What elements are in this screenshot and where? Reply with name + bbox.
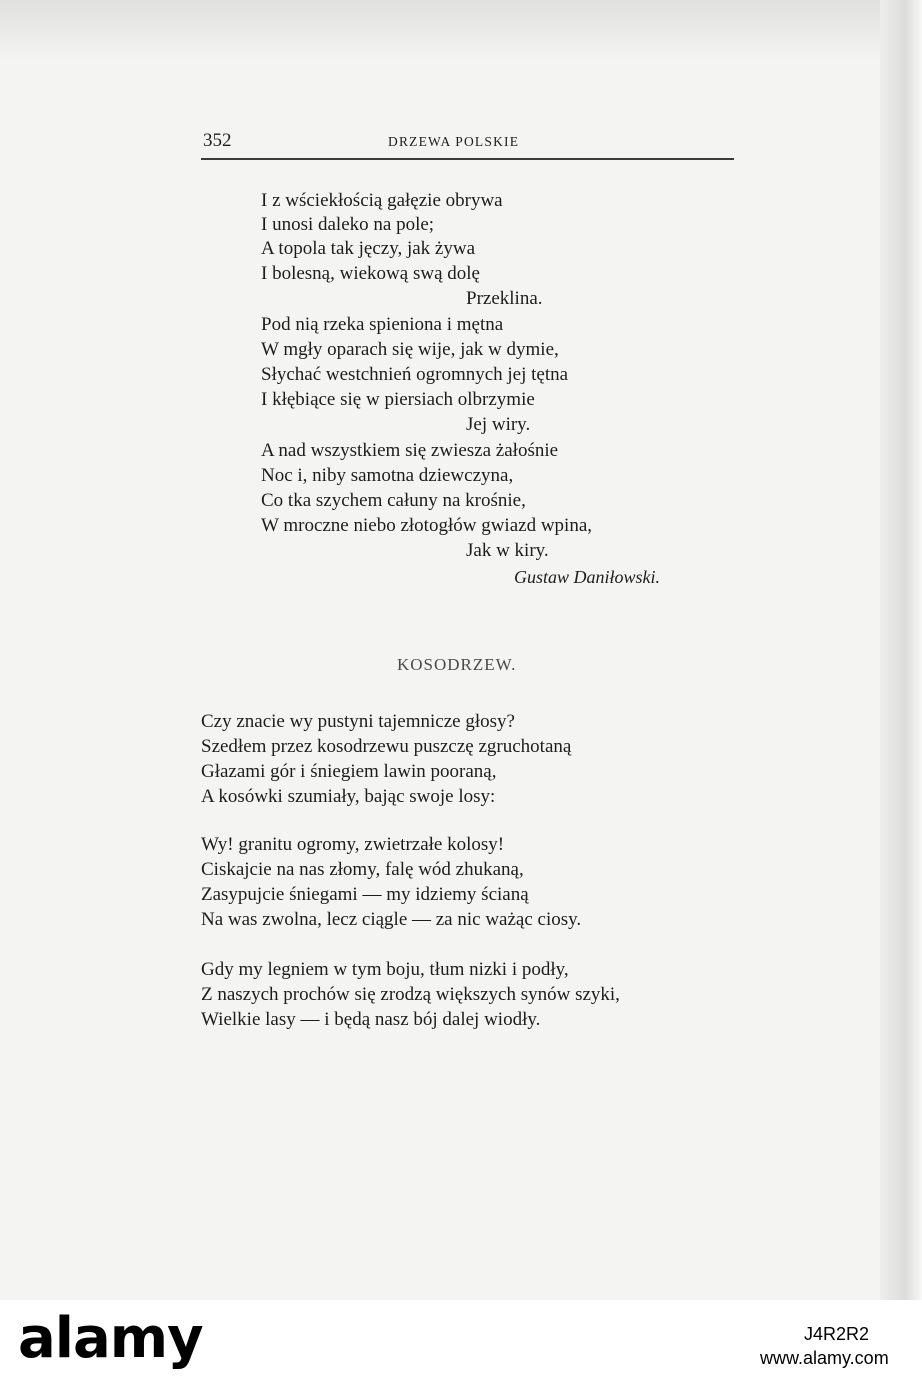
poem-line: Przeklina. (466, 288, 543, 309)
poem-line: W mroczne niebo złotogłów gwiazd wpina, (261, 515, 592, 536)
poem-line: Z naszych prochów się zrodzą większych synów szyki, (201, 984, 620, 1005)
poem-line: Zasypujcie śniegami — my idziemy ścianą (201, 884, 529, 905)
running-title: DRZEWA POLSKIE (388, 134, 520, 149)
poem-line: Wy! granitu ogromy, zwietrzałe kolosy! (201, 834, 505, 855)
poem-line: Noc i, niby samotna dziewczyna, (261, 465, 514, 486)
poem-line: Pod nią rzeka spieniona i mętna (261, 314, 504, 335)
poem-line: Czy znacie wy pustyni tajemnicze głosy? (201, 711, 515, 732)
poem-line: Ciskajcie na nas złomy, falę wód zhukaną, (201, 859, 524, 880)
poem-line: Szedłem przez kosodrzewu puszczę zgruchotaną (201, 736, 572, 757)
image-id: J4R2R2 (804, 1324, 870, 1344)
poem-line: Co tka szychem całuny na krośnie, (261, 490, 526, 511)
watermark-url: www.alamy.com (760, 1348, 889, 1368)
alamy-logo: alamy (18, 1306, 203, 1371)
page-number: 352 (203, 130, 232, 151)
poem-line: Głazami gór i śniegiem lawin pooraną, (201, 761, 497, 782)
poem-title: KOSODRZEW. (397, 655, 517, 674)
poem-line: A topola tak jęczy, jak żywa (261, 238, 476, 259)
poem-author: Gustaw Daniłowski. (514, 567, 661, 587)
poem-line: I kłębiące się w piersiach olbrzymie (261, 389, 535, 410)
poem-line: Gdy my legniem w tym boju, tłum nizki i podły, (201, 959, 569, 980)
header-rule (201, 158, 734, 160)
poem-line: A kosówki szumiały, bając swoje losy: (201, 786, 496, 807)
poem-line: I bolesną, wiekową swą dolę (261, 263, 480, 284)
page-right-edge (880, 0, 922, 1300)
poem-line: Wielkie lasy — i będą nasz bój dalej wiodły. (201, 1009, 541, 1030)
poem-line: Jej wiry. (466, 414, 531, 435)
poem-line: W mgły oparach się wije, jak w dymie, (261, 339, 559, 360)
poem-line: I z wściekłością gałęzie obrywa (261, 190, 503, 211)
poem-line: A nad wszystkiem się zwiesza żałośnie (261, 440, 559, 461)
poem-line: I unosi daleko na pole; (261, 214, 435, 235)
poem-line: Jak w kiry. (466, 540, 549, 561)
poem-line: Na was zwolna, lecz ciągle — za nic ważąc ciosy. (201, 909, 582, 930)
page-top-shadow (0, 0, 922, 60)
poem-line: Słychać westchnień ogromnych jej tętna (261, 364, 569, 385)
